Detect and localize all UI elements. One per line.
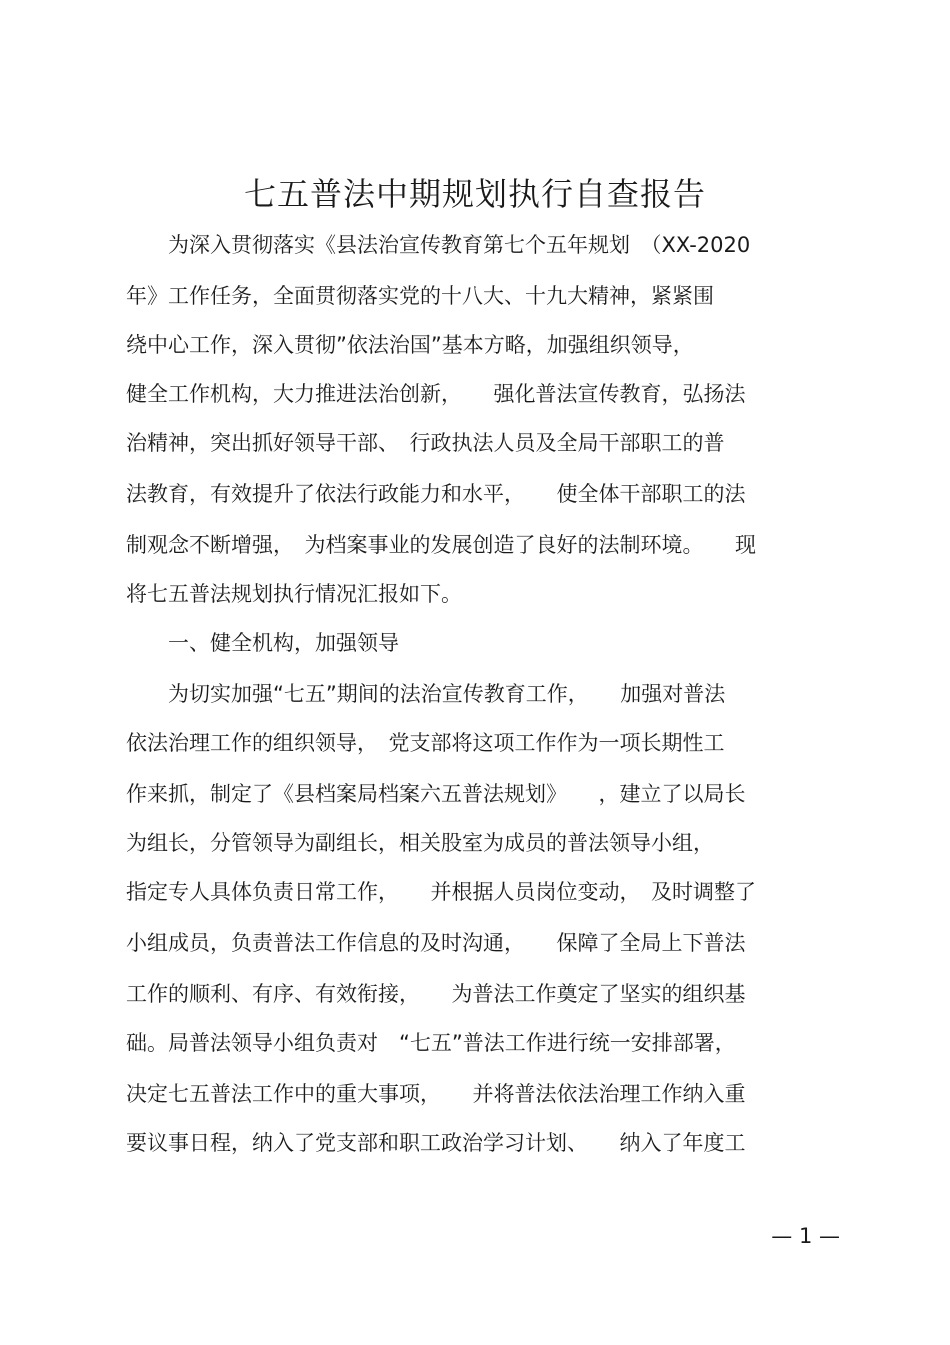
body-line-6: 法教育，有效提升了依法行政能力和水平， 使全体干部职工的法: [126, 482, 746, 506]
body-line-1: 为深入贯彻落实《县法治宣传教育第七个五年规划 （XX-2020: [126, 233, 751, 257]
body-line-3: 绕中心工作，深入贯彻”依法治国”基本方略，加强组织领导，: [126, 333, 694, 357]
body-line-16: 工作的顺利、有序、有效衔接， 为普法工作奠定了坚实的组织基: [126, 982, 746, 1006]
body-line-18: 决定七五普法工作中的重大事项， 并将普法依法治理工作纳入重: [126, 1082, 746, 1106]
body-line-5: 治精神，突出抓好领导干部、 行政执法人员及全局干部职工的普: [126, 431, 725, 455]
body-line-8: 将七五普法规划执行情况汇报如下。: [126, 582, 462, 606]
body-line-2: 年》工作任务，全面贯彻落实党的十八大、十九大精神，紧紧围: [126, 284, 714, 308]
body-line-7: 制观念不断增强， 为档案事业的发展创造了良好的法制环境。 现: [126, 533, 756, 557]
document-title: 七五普法中期规划执行自查报告: [243, 175, 706, 213]
body-line-10: 为切实加强“七五”期间的法治宣传教育工作， 加强对普法: [126, 682, 726, 706]
page-number: — 1 —: [771, 1224, 840, 1248]
body-line-14: 指定专人具体负责日常工作， 并根据人员岗位变动， 及时调整了: [126, 880, 756, 904]
body-line-13: 为组长，分管领导为副组长，相关股室为成员的普法领导小组，: [126, 831, 714, 855]
body-line-19: 要议事日程，纳入了党支部和职工政治学习计划、 纳入了年度工: [126, 1131, 746, 1155]
body-line-17: 础。局普法领导小组负责对 “七五”普法工作进行统一安排部署，: [126, 1031, 736, 1055]
body-line-15: 小组成员，负责普法工作信息的及时沟通， 保障了全局上下普法: [126, 931, 746, 955]
section-heading: 一、健全机构，加强领导: [126, 631, 399, 655]
body-line-12: 作来抓，制定了《县档案局档案六五普法规划》 ，建立了以局长: [126, 782, 746, 806]
body-line-4: 健全工作机构，大力推进法治创新， 强化普法宣传教育，弘扬法: [126, 382, 746, 406]
body-line-11: 依法治理工作的组织领导， 党支部将这项工作作为一项长期性工: [126, 731, 725, 755]
